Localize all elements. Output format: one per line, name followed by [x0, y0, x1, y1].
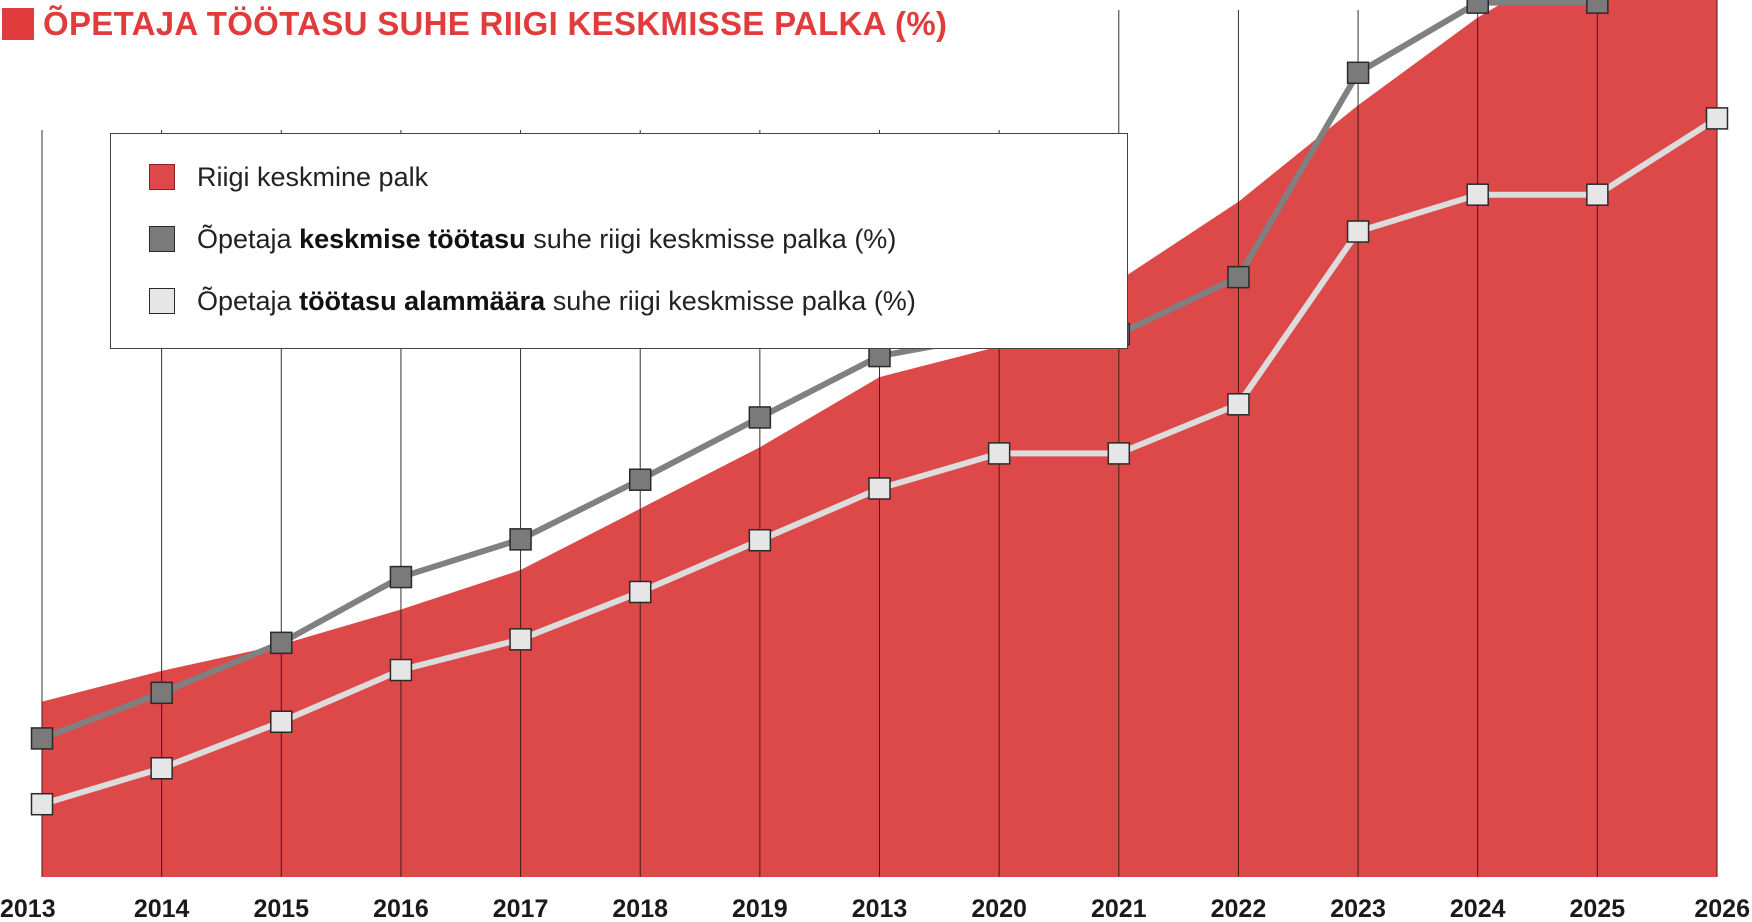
marker-tootasu-alammaar: [1108, 443, 1129, 464]
marker-tootasu-alammaar: [630, 581, 651, 602]
marker-keskmine-tootasu: [32, 728, 53, 749]
legend-item-teacher-average: [111, 219, 896, 259]
marker-keskmine-tootasu: [1467, 0, 1488, 13]
dark-square-icon: [149, 226, 175, 252]
x-axis-tick-label: 2021: [1090, 895, 1147, 922]
marker-keskmine-tootasu: [1348, 62, 1369, 83]
marker-tootasu-alammaar: [1228, 394, 1249, 415]
marker-keskmine-tootasu: [630, 469, 651, 490]
x-axis-tick-label: 2023: [1330, 895, 1386, 922]
marker-keskmine-tootasu: [749, 407, 770, 428]
marker-tootasu-alammaar: [1707, 108, 1728, 129]
marker-tootasu-alammaar: [1587, 184, 1608, 205]
legend-label: Õpetaja keskmise töötasu suhe riigi keskmisse palka (%): [197, 223, 897, 254]
marker-tootasu-alammaar: [989, 443, 1010, 464]
x-axis-tick-label: 2013: [851, 895, 908, 922]
red-square-icon: [149, 164, 175, 190]
x-axis-tick-label: 2019: [732, 895, 788, 922]
x-axis-tick-label: 2020: [971, 895, 1027, 922]
marker-tootasu-alammaar: [151, 758, 172, 779]
marker-keskmine-tootasu: [1587, 0, 1608, 13]
legend-label: Õpetaja töötasu alammäära suhe riigi keskmisse palka (%): [197, 285, 916, 316]
chart-title: ÕPETAJA TÖÖTASU SUHE RIIGI KESKMISSE PALKA (%): [43, 5, 948, 42]
x-axis-tick-label: 2025: [1569, 895, 1626, 922]
x-axis-tick-label: 2013: [0, 895, 56, 922]
x-axis-tick-label: 2022: [1210, 895, 1267, 922]
marker-tootasu-alammaar: [749, 530, 770, 551]
marker-tootasu-alammaar: [869, 478, 890, 499]
x-axis-tick-label: 2014: [133, 895, 190, 922]
marker-keskmine-tootasu: [1228, 267, 1249, 288]
legend: [110, 133, 1128, 349]
marker-tootasu-alammaar: [32, 794, 53, 815]
marker-tootasu-alammaar: [510, 629, 531, 650]
x-axis-tick-label: 2015: [253, 895, 310, 922]
x-axis-tick-label: 2018: [612, 895, 669, 922]
x-axis-tick-label: 2016: [373, 895, 429, 922]
marker-keskmine-tootasu: [510, 529, 531, 550]
legend-item-teacher-minimum: [111, 281, 916, 321]
light-square-icon: [149, 288, 175, 314]
x-axis-tick-label: 2026: [1694, 895, 1750, 922]
marker-keskmine-tootasu: [271, 632, 292, 653]
x-axis-tick-label: 2024: [1449, 895, 1506, 922]
marker-tootasu-alammaar: [1348, 221, 1369, 242]
marker-tootasu-alammaar: [271, 711, 292, 732]
x-axis-tick-label: 2017: [492, 895, 549, 922]
marker-tootasu-alammaar: [390, 660, 411, 681]
marker-keskmine-tootasu: [151, 682, 172, 703]
marker-tootasu-alammaar: [1467, 184, 1488, 205]
x-axis-labels: [0, 895, 1750, 922]
legend-label: Riigi keskmine palk: [197, 161, 429, 192]
marker-keskmine-tootasu: [390, 567, 411, 588]
legend-item-average-wage: [111, 157, 428, 197]
